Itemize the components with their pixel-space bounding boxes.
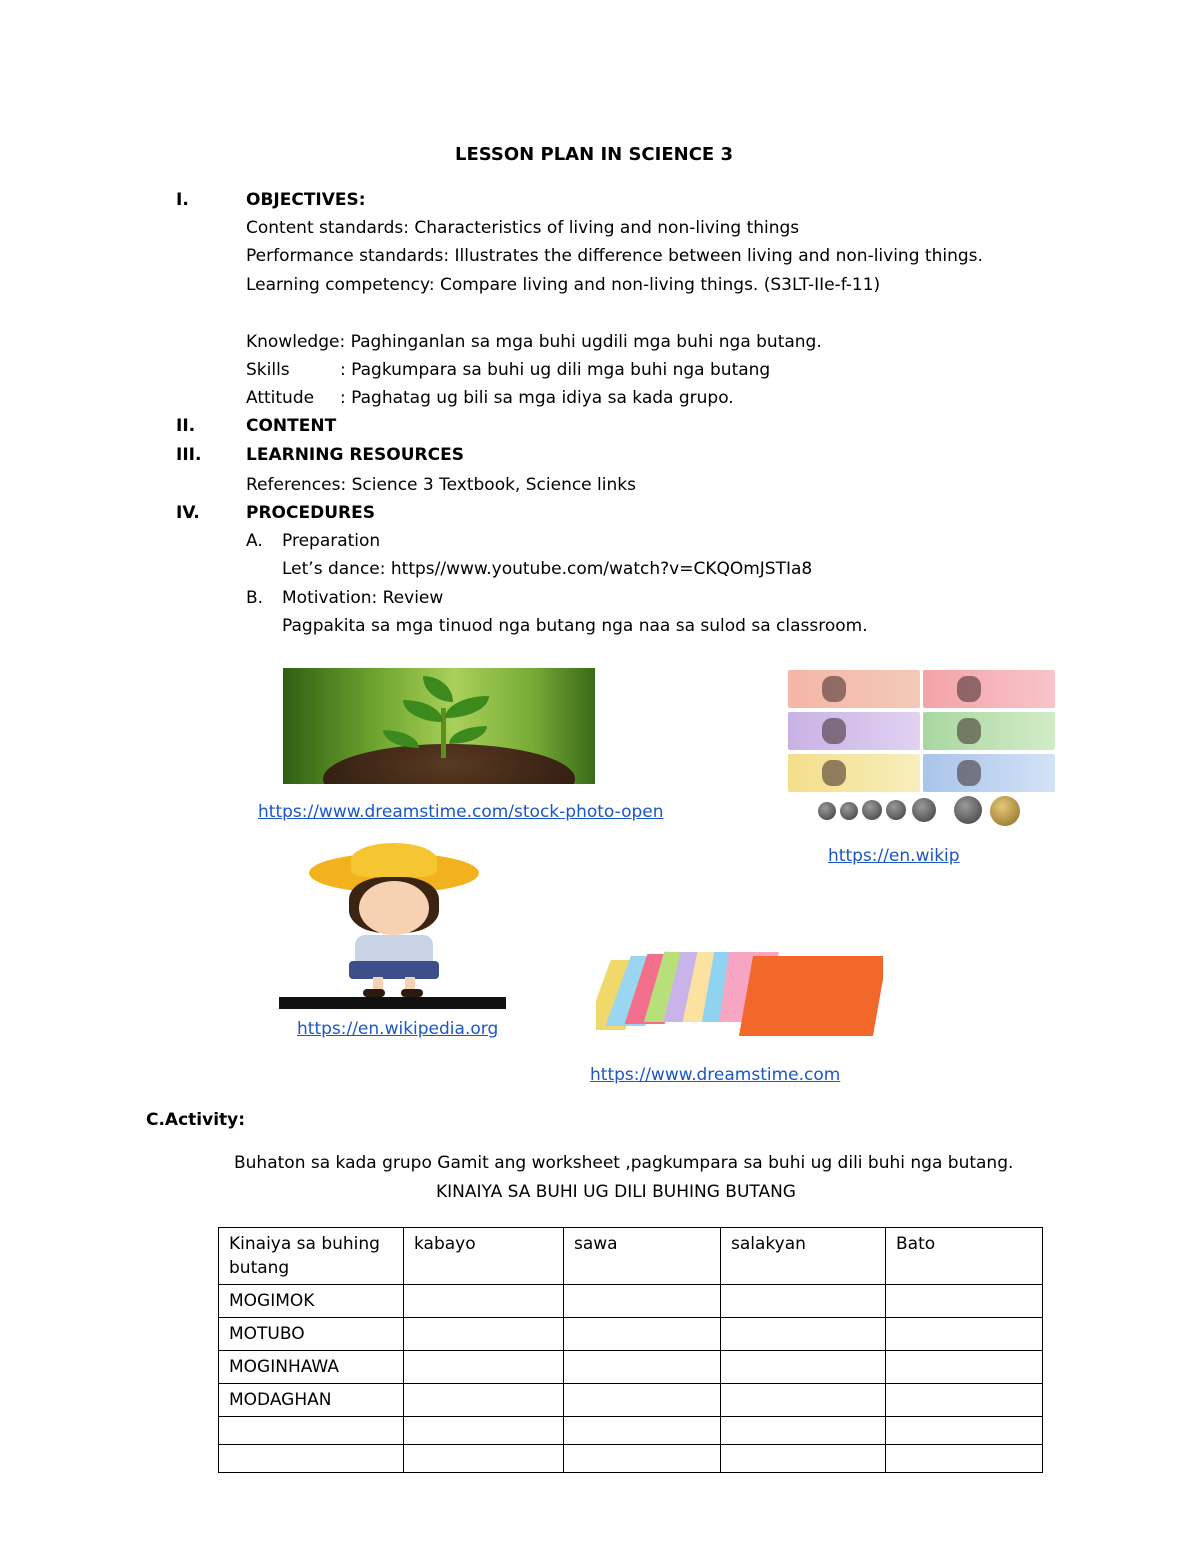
table-cell[interactable] — [721, 1445, 886, 1473]
table-cell[interactable] — [564, 1417, 721, 1445]
table-cell[interactable] — [886, 1351, 1043, 1384]
row-label — [219, 1445, 404, 1473]
leaf-shape — [449, 726, 487, 744]
section-heading-resources: LEARNING RESOURCES — [246, 445, 464, 465]
section-number-content: II. — [176, 416, 196, 436]
leaf-shape — [383, 730, 419, 748]
attitude-label: Attitude — [246, 388, 315, 408]
skills-text: : Pagkumpara sa buhi ug dili mga buhi nga butang — [340, 360, 771, 380]
table-row — [219, 1417, 1043, 1445]
procedure-a-text: Let’s dance: https//www.youtube.com/watch?v=CKQOmJSTIa8 — [282, 559, 813, 579]
table-cell[interactable] — [564, 1445, 721, 1473]
attitude-text: : Paghatag ug bili sa mga idiya sa kada grupo. — [340, 388, 734, 408]
content-standards: Content standards: Characteristics of living and non-living things — [246, 218, 800, 238]
skirt-shape — [349, 961, 439, 979]
activity-instruction: Buhaton sa kada grupo Gamit ang worksheet ,pagkumpara sa buhi ug dili buhi nga butang. — [234, 1153, 1014, 1173]
activity-heading: C.Activity: — [146, 1110, 246, 1130]
leaf-shape — [423, 676, 453, 702]
watermark-bar — [279, 997, 506, 1009]
procedure-a-title: Preparation — [282, 531, 381, 551]
table-row — [219, 1445, 1043, 1473]
shoe-shape — [363, 989, 385, 997]
money-image-link[interactable]: https://en.wikip — [828, 846, 960, 866]
table-cell[interactable] — [564, 1318, 721, 1351]
shoe-shape — [401, 989, 423, 997]
table-header-cell: kabayo — [404, 1228, 564, 1285]
page-title: LESSON PLAN IN SCIENCE 3 — [455, 144, 733, 165]
coin — [840, 802, 858, 820]
table-cell[interactable] — [404, 1384, 564, 1417]
girl-image — [279, 843, 506, 1009]
table-cell[interactable] — [886, 1318, 1043, 1351]
row-label — [219, 1417, 404, 1445]
paper-image-link[interactable]: https://www.dreamstime.com — [590, 1065, 841, 1085]
table-cell[interactable] — [721, 1417, 886, 1445]
table-cell[interactable] — [404, 1318, 564, 1351]
leaf-shape — [403, 700, 443, 722]
procedure-a-letter: A. — [246, 531, 263, 551]
table-row — [219, 1384, 1043, 1417]
table-row — [219, 1318, 1043, 1351]
coin — [954, 796, 982, 824]
table-header-cell: salakyan — [721, 1228, 886, 1285]
skills-label: Skills — [246, 360, 290, 380]
table-cell[interactable] — [721, 1318, 886, 1351]
banknote — [923, 754, 1055, 792]
coin — [912, 798, 936, 822]
table-cell[interactable] — [404, 1445, 564, 1473]
coin — [886, 800, 906, 820]
money-image — [786, 668, 1059, 826]
coin — [862, 800, 882, 820]
section-heading-content: CONTENT — [246, 416, 337, 436]
procedure-b-title: Motivation: Review — [282, 588, 444, 608]
table-cell[interactable] — [721, 1285, 886, 1318]
table-title: KINAIYA SA BUHI UG DILI BUHING BUTANG — [436, 1182, 796, 1202]
comparison-table — [218, 1227, 1043, 1473]
table-cell[interactable] — [564, 1351, 721, 1384]
table-cell[interactable] — [564, 1285, 721, 1318]
table-cell[interactable] — [886, 1285, 1043, 1318]
girl-image-link[interactable]: https://en.wikipedia.org — [297, 1019, 499, 1039]
coin — [818, 802, 836, 820]
table-header-cell: Bato — [886, 1228, 1043, 1285]
banknote — [788, 754, 920, 792]
banknote — [923, 670, 1055, 708]
coin — [990, 796, 1020, 826]
table-cell[interactable] — [564, 1384, 721, 1417]
row-label: MOTUBO — [219, 1318, 404, 1351]
table-cell[interactable] — [886, 1384, 1043, 1417]
table-cell[interactable] — [886, 1417, 1043, 1445]
row-label: MOGINHAWA — [219, 1351, 404, 1384]
section-number-resources: III. — [176, 445, 202, 465]
row-label: MOGIMOK — [219, 1285, 404, 1318]
plant-image-link[interactable]: https://www.dreamstime.com/stock-photo-open — [258, 802, 664, 822]
banknote — [923, 712, 1055, 750]
knowledge-label: Knowledge: — [246, 332, 346, 352]
learning-competency: Learning competency: Compare living and non-living things. (S3LT-IIe-f-11) — [246, 275, 881, 295]
table-cell[interactable] — [886, 1445, 1043, 1473]
paper-sheet — [739, 956, 883, 1036]
knowledge-line — [246, 332, 822, 352]
face-shape — [359, 881, 429, 935]
row-label: MODAGHAN — [219, 1384, 404, 1417]
plant-image — [283, 668, 595, 784]
colored-paper-image — [596, 950, 883, 1038]
table-cell[interactable] — [404, 1417, 564, 1445]
banknote — [788, 712, 920, 750]
section-number-objectives: I. — [176, 190, 189, 210]
section-heading-procedures: PROCEDURES — [246, 503, 375, 523]
table-cell[interactable] — [404, 1285, 564, 1318]
banknote — [788, 670, 920, 708]
section-number-procedures: IV. — [176, 503, 200, 523]
section-heading-objectives: OBJECTIVES: — [246, 190, 366, 210]
table-header-row — [219, 1228, 1043, 1285]
knowledge-text: Paghinganlan sa mga buhi ugdili mga buhi nga butang. — [345, 332, 822, 352]
references: References: Science 3 Textbook, Science links — [246, 475, 636, 495]
table-header-cell: Kinaiya sa buhing butang — [219, 1228, 404, 1285]
table-row — [219, 1285, 1043, 1318]
procedure-b-letter: B. — [246, 588, 264, 608]
soil-shape — [323, 744, 575, 784]
table-row — [219, 1351, 1043, 1384]
table-cell[interactable] — [404, 1351, 564, 1384]
table-cell[interactable] — [721, 1384, 886, 1417]
procedure-b-text: Pagpakita sa mga tinuod nga butang nga naa sa sulod sa classroom. — [282, 616, 868, 636]
table-cell[interactable] — [721, 1351, 886, 1384]
hat-crown — [351, 843, 437, 877]
performance-standards: Performance standards: Illustrates the difference between living and non-living things. — [246, 246, 983, 266]
table-header-cell: sawa — [564, 1228, 721, 1285]
